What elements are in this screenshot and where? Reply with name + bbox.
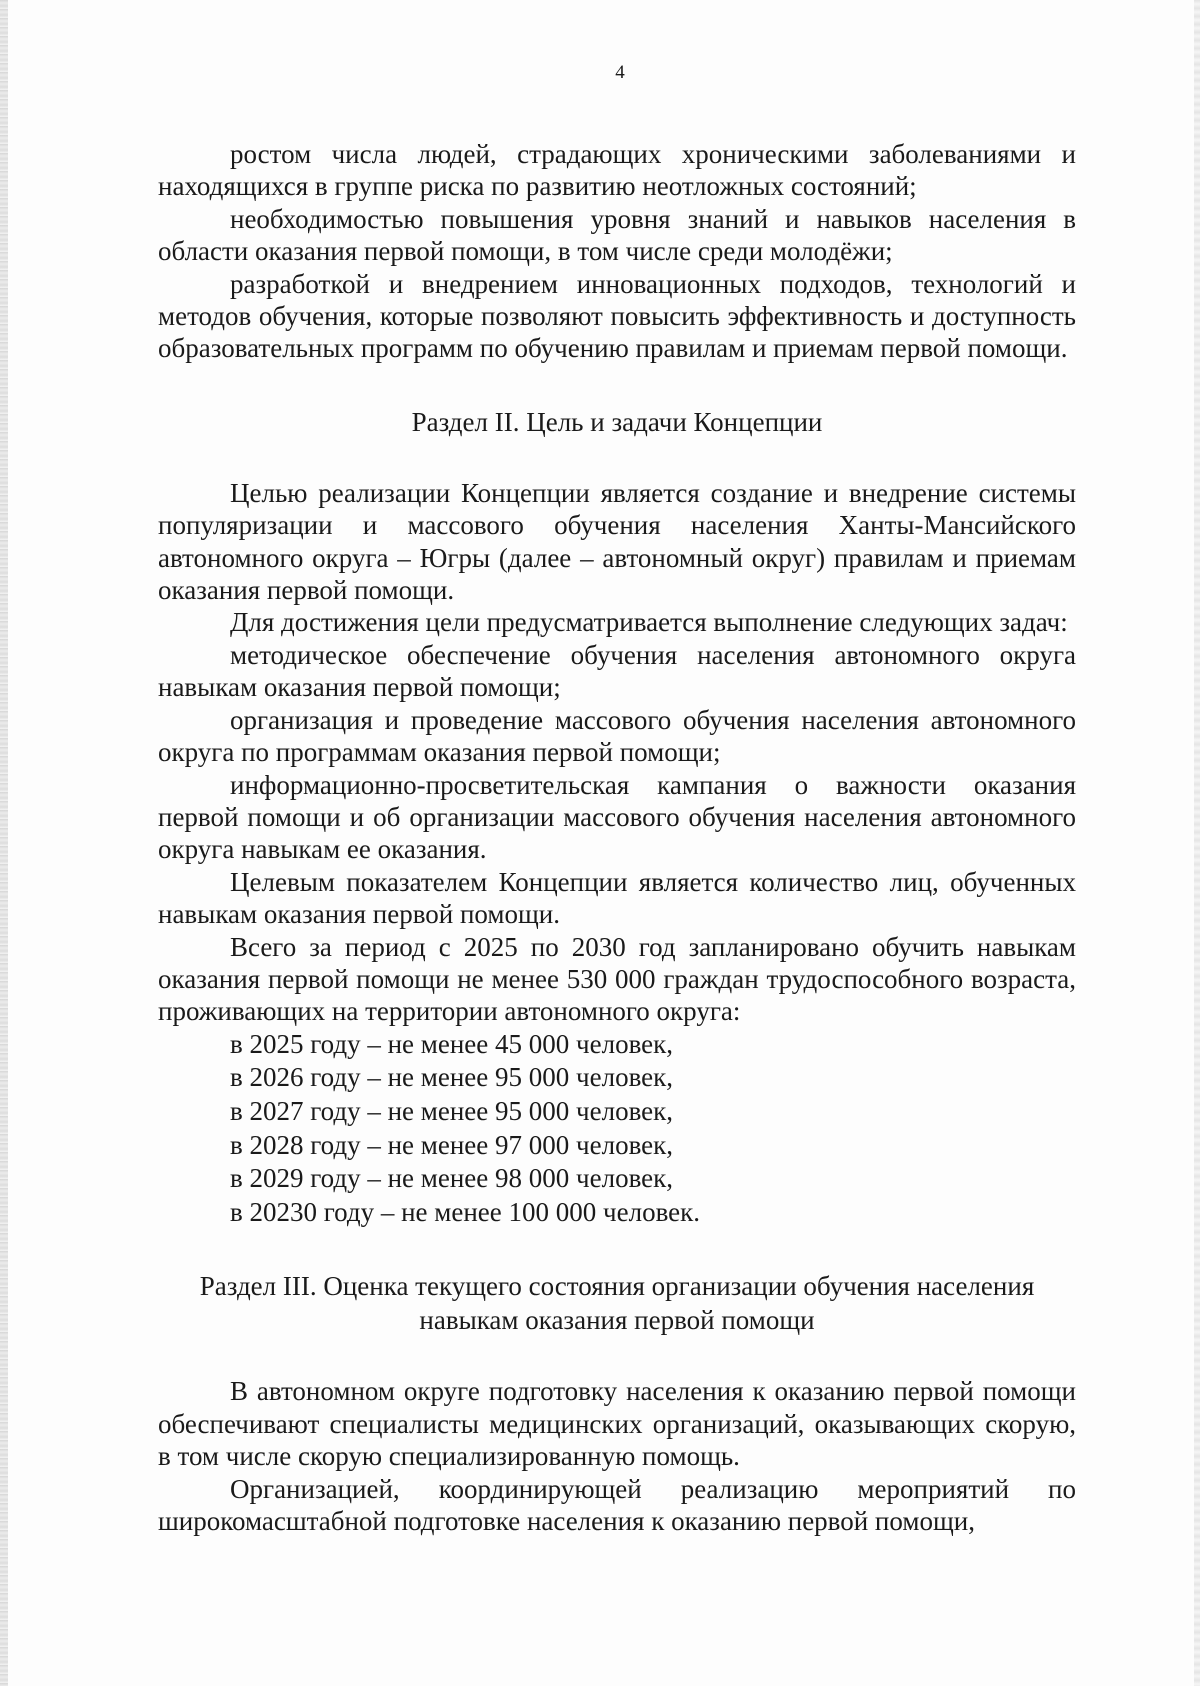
page-number: 4 — [615, 62, 625, 83]
intro-paragraph-3: разработкой и внедрением инновационных подходов, технологий и методов обучения, которые позволяют повысить эффективность и доступность образовательных программ по обучению правилам и приемам первой помощи. — [158, 268, 1076, 364]
section-2-paragraph-tasks-intro: Для достижения цели предусматривается выполнение следующих задач: — [230, 607, 1068, 638]
intro-paragraph-2: необходимостью повышения уровня знаний и навыков населения в области оказания первой помощи, в том числе среди молодёжи; — [158, 203, 1076, 267]
section-2-heading: Раздел II. Цель и задачи Концепции — [411, 406, 823, 437]
plan-item-2026: в 2026 году – не менее 95 000 человек, — [230, 1062, 674, 1093]
plan-list — [158, 1028, 1076, 1230]
plan-item-2027: в 2027 году – не менее 95 000 человек, — [230, 1095, 674, 1126]
intro-paragraph-1: ростом числа людей, страдающих хроническими заболеваниями и находящихся в группе риска по развитию неотложных состояний; — [158, 139, 1076, 202]
plan-item-2025: в 2025 году – не менее 45 000 человек, — [230, 1028, 674, 1059]
section-3-paragraph-1: В автономном округе подготовку населения к оказанию первой помощи обеспечивают специалисты медицинских организаций, оказывающих скорую, в том числе скорую специализированную помощь. — [158, 1376, 1076, 1472]
scan-edge-left — [0, 0, 8, 1686]
section-2-paragraph-indicator: Целевым показателем Концепции является количество лиц, обученных навыкам оказания первой помощи. — [158, 866, 1076, 930]
section-2-task-2: организация и проведение массового обучения населения автономного округа по программам оказания первой помощи; — [158, 704, 1076, 768]
document-body — [158, 138, 1076, 1537]
section-3-heading-line-1: Раздел III. Оценка текущего состояния организации обучения населения — [199, 1271, 1035, 1302]
section-3-heading-line-2: навыкам оказания первой помощи — [419, 1305, 815, 1336]
section-3-paragraph-2: Организацией, координирующей реализацию мероприятий по широкомасштабной подготовке населения к оказанию первой помощи, — [158, 1473, 1076, 1536]
plan-item-2029: в 2029 году – не менее 98 000 человек, — [230, 1163, 674, 1194]
scan-edge-right — [1194, 0, 1200, 1686]
section-3-heading — [158, 1269, 1076, 1337]
section-2-paragraph-goal: Целью реализации Концепции является создание и внедрение системы популяризации и массового обучения населения Ханты-Мансийского автономного округа – Югры (далее – автономный округ) правилам и приемам оказания первой помощи. — [158, 477, 1076, 606]
plan-item-2030: в 20230 году – не менее 100 000 человек. — [230, 1196, 701, 1227]
section-2-paragraph-total-plan: Всего за период с 2025 по 2030 год запланировано обучить навыкам оказания первой помощи не менее 530 000 граждан трудоспособного возраста, проживающих на территории автономного округа: — [158, 931, 1076, 1027]
plan-item-2028: в 2028 году – не менее 97 000 человек, — [230, 1129, 674, 1160]
section-2-task-1: методическое обеспечение обучения населения автономного округа навыкам оказания первой помощи; — [158, 639, 1076, 703]
section-2-task-3: информационно-просветительская кампания о важности оказания первой помощи и об организации массового обучения населения автономного округа навыкам ее оказания. — [158, 769, 1076, 865]
